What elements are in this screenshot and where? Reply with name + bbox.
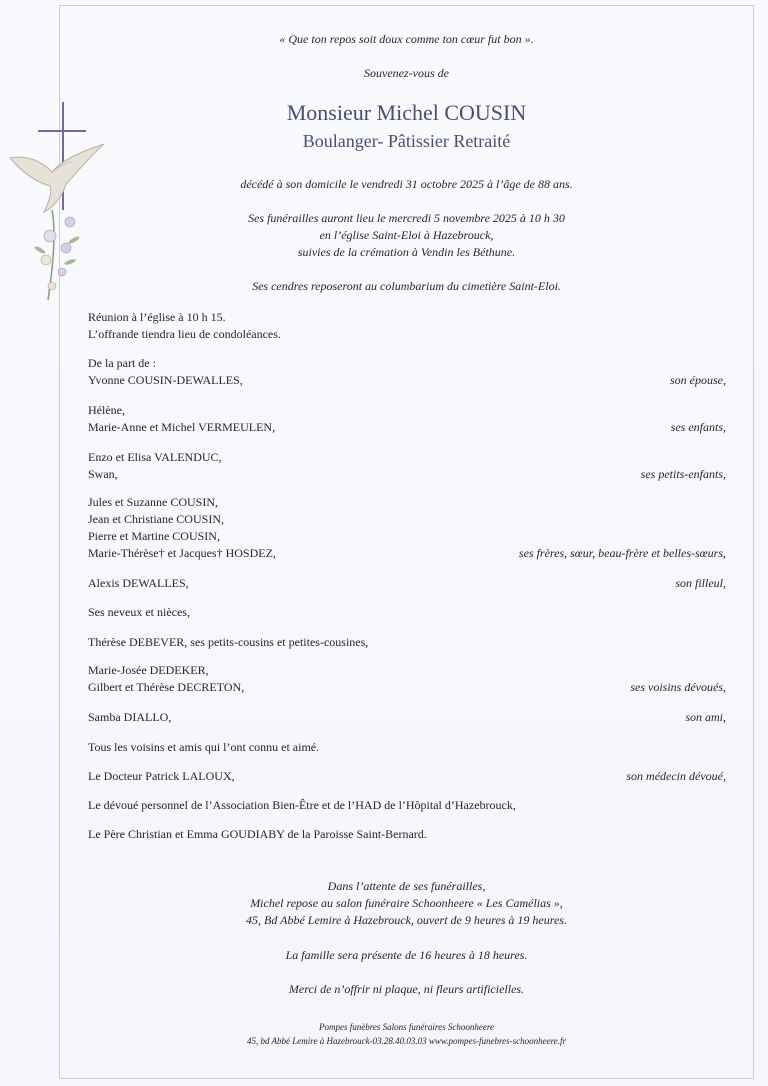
family-name: Marie-Josée DEDEKER,: [88, 663, 209, 677]
family-name: Pierre et Martine COUSIN,: [88, 529, 220, 543]
family-name: Ses neveux et nièces,: [88, 605, 190, 619]
offrande-text: L’offrande tiendra lieu de condoléances.: [88, 327, 281, 341]
family-name: Enzo et Elisa VALENDUC,: [88, 450, 222, 464]
family-name: Jean et Christiane COUSIN,: [88, 512, 224, 526]
relation-label: son filleul,: [675, 576, 726, 590]
relation-label: ses voisins dévoués,: [630, 680, 726, 694]
de-la-part-heading: De la part de :: [88, 356, 156, 370]
funeral-line-1: Ses funérailles auront lieu le mercredi 5 novembre 2025 à 10 h 30: [248, 211, 565, 225]
merci-text: Merci de n’offrir ni plaque, ni fleurs artificielles.: [288, 982, 525, 996]
quote: « Que ton repos soit doux comme ton cœur fut bon ».: [279, 32, 534, 46]
family-name: Le Docteur Patrick LALOUX,: [88, 769, 235, 783]
relation-label: son ami,: [685, 710, 726, 724]
family-name: Marie-Anne et Michel VERMEULEN,: [88, 420, 276, 434]
family-name: Gilbert et Thérèse DECRETON,: [88, 680, 245, 694]
family-name: Swan,: [88, 467, 118, 481]
family-name: Tous les voisins et amis qui l’ont connu et aimé.: [88, 740, 320, 754]
death-notice: décédé à son domicile le vendredi 31 octobre 2025 à l’âge de 88 ans.: [240, 177, 573, 191]
family-name: Samba DIALLO,: [88, 710, 172, 724]
relation-label: son médecin dévoué,: [626, 769, 726, 783]
souvenez-text: Souvenez-vous de: [364, 66, 449, 80]
relation-label: son épouse,: [670, 373, 726, 387]
attente-line-1: Dans l’attente de ses funérailles,: [327, 879, 486, 893]
profession: Boulanger- Pâtissier Retraité: [302, 131, 511, 151]
attente-line-2: Michel repose au salon funéraire Schoonheere « Les Camélias »,: [250, 896, 563, 910]
family-name: Thérèse DEBEVER, ses petits-cousins et petites-cousines,: [88, 635, 369, 649]
relation-label: ses enfants,: [670, 420, 726, 434]
relation-label: ses frères, sœur, beau-frère et belles-sœurs,: [518, 546, 726, 560]
deceased-name: Monsieur Michel COUSIN: [286, 100, 527, 125]
footer-line-1: Pompes funèbres Salons funéraires Schoonheere: [319, 1022, 494, 1032]
presence-text: La famille sera présente de 16 heures à 18 heures.: [285, 948, 528, 962]
funeral-line-2: en l’église Saint-Eloi à Hazebrouck,: [319, 228, 494, 242]
family-name: Marie-Thérèse† et Jacques† HOSDEZ,: [88, 546, 276, 560]
ashes-text: Ses cendres reposeront au columbarium du cimetière Saint-Eloi.: [252, 279, 561, 293]
relation-label: ses petits-enfants,: [640, 467, 726, 481]
family-name: Le dévoué personnel de l’Association Bien-Être et de l’HAD de l’Hôpital d’Hazebrouck,: [88, 798, 516, 812]
family-name: Alexis DEWALLES,: [88, 576, 189, 590]
family-name: Jules et Suzanne COUSIN,: [88, 495, 218, 509]
reunion-text: Réunion à l’église à 10 h 15.: [88, 310, 226, 324]
footer-line-2: 45, bd Abbé Lemire à Hazebrouck-03.28.40.03.03 www.pompes-funebres-schoonheere.fr: [246, 1036, 567, 1046]
attente-line-3: 45, Bd Abbé Lemire à Hazebrouck, ouvert de 9 heures à 19 heures.: [246, 913, 567, 927]
family-name: Hélène,: [88, 403, 125, 417]
family-name: Yvonne COUSIN-DEWALLES,: [88, 373, 243, 387]
family-name: Le Père Christian et Emma GOUDIABY de la Paroisse Saint-Bernard.: [88, 827, 427, 841]
funeral-line-3: suivies de la crémation à Vendin les Béthune.: [297, 245, 516, 259]
